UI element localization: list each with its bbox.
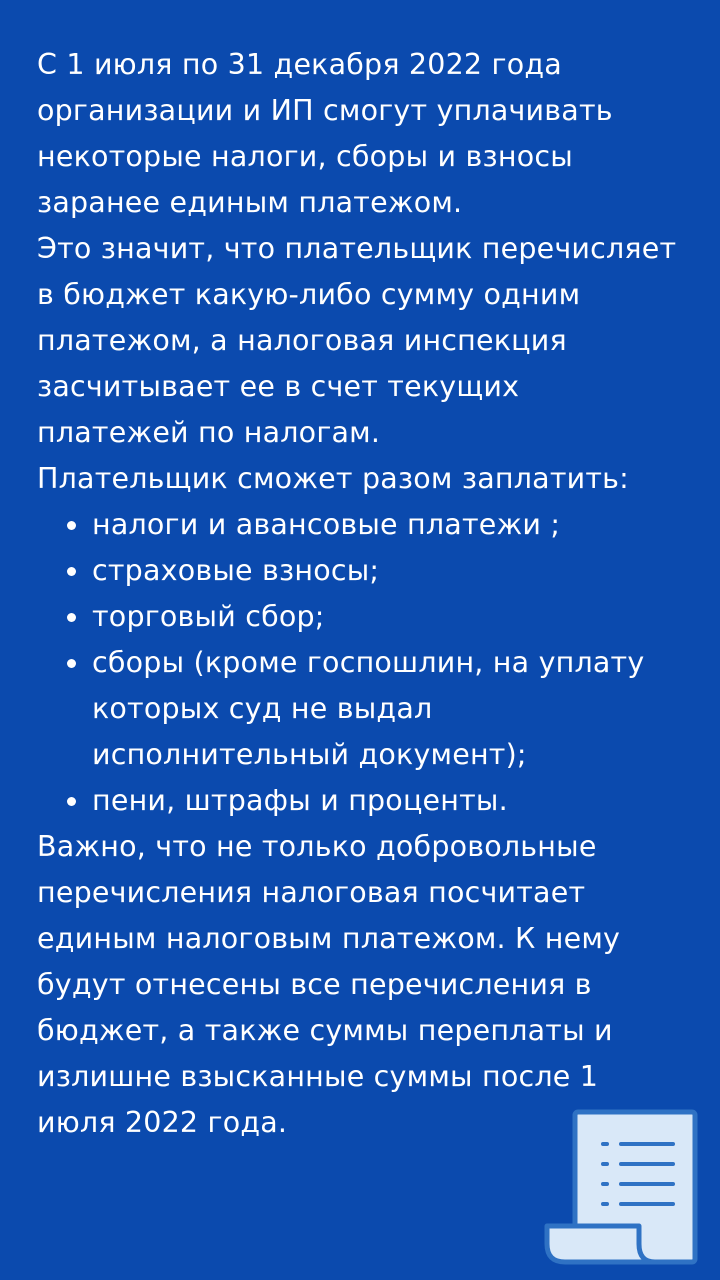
conclusion-paragraph: Важно, что не только добровольные перечисления налоговая посчитает единым налоговым платежом. К нему будут отнесены все перечисления в бюджет, а также суммы переплаты и излишне взысканные суммы после 1 июля 2022 года. <box>37 830 621 1139</box>
payment-list <box>37 502 677 824</box>
list-item: пени, штрафы и проценты. <box>92 778 677 824</box>
list-item: налоги и авансовые платежи ; <box>92 502 677 548</box>
intro-paragraph: С 1 июля по 31 декабря 2022 года организации и ИП смогут уплачивать некоторые налоги, сборы и взносы заранее единым платежом. <box>37 48 613 219</box>
list-item: страховые взносы; <box>92 548 677 594</box>
explanation-paragraph: Это значит, что плательщик перечисляет в бюджет какую-либо сумму одним платежом, а налоговая инспекция засчитывает ее в счет текущих платежей по налогам. <box>37 232 677 449</box>
article-text <box>37 42 677 1146</box>
list-item: торговый сбор; <box>92 594 677 640</box>
document-list-icon <box>543 1108 701 1268</box>
list-title: Плательщик сможет разом заплатить: <box>37 462 629 495</box>
list-item: сборы (кроме госпошлин, на уплату которых суд не выдал исполнительный документ); <box>92 640 677 778</box>
